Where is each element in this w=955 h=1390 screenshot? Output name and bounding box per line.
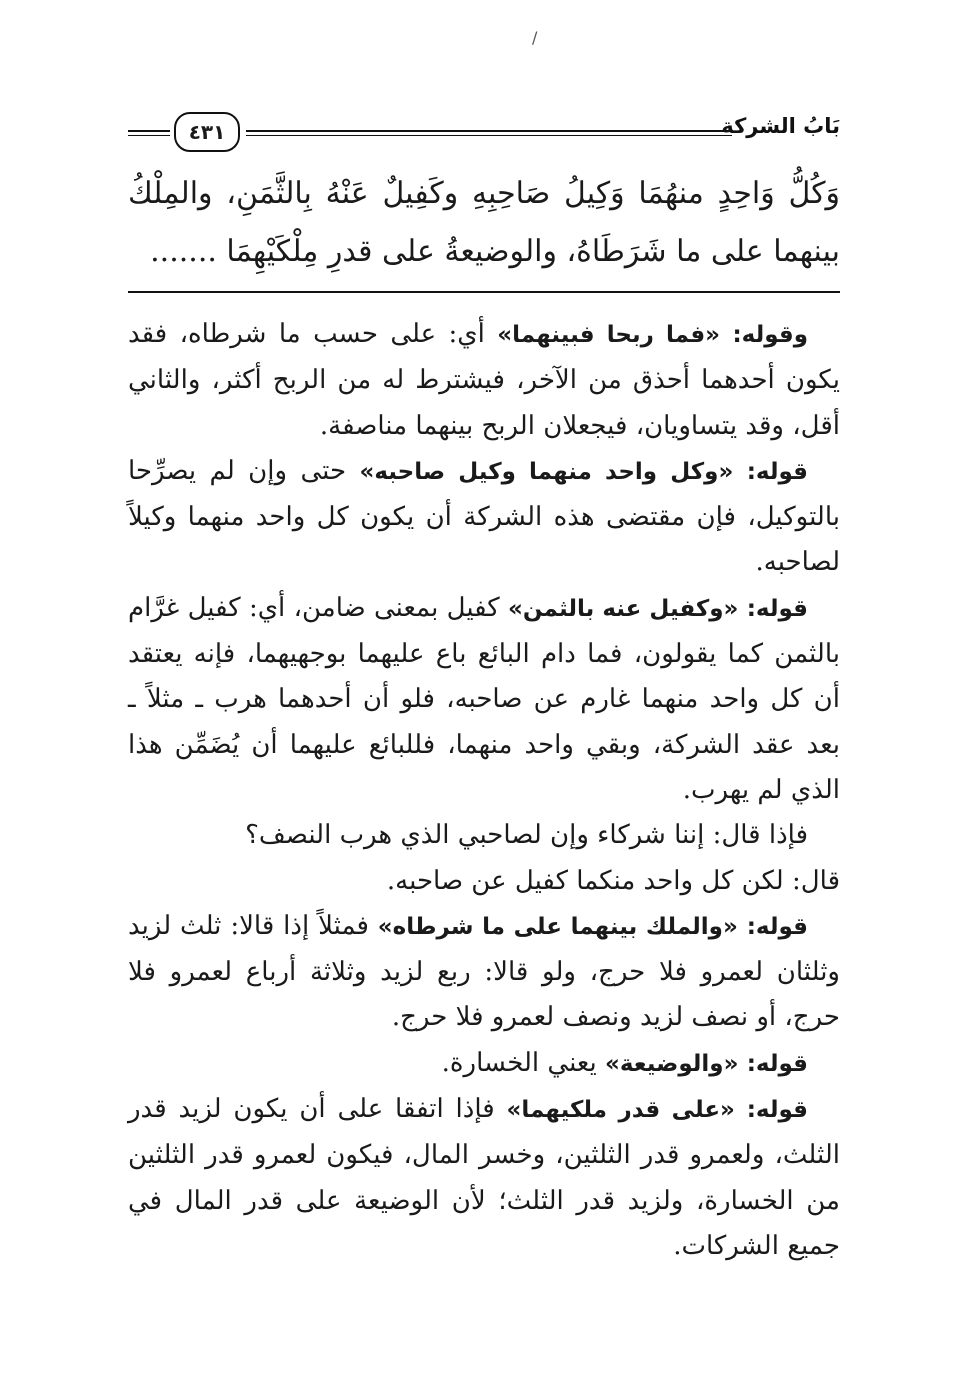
- main-text: وَكُلُّ وَاحِدٍ منهُمَا وَكِيلُ صَاحِبِهِ وكَفِيلٌ عَنْهُ بِالثَّمَنِ، والمِلْكُ بينهما على ما شَرَطَاهُ، والوضيعةُ على قدرِ مِلْكَيْهِمَا .......: [128, 176, 840, 269]
- quoted-phrase: «والملك بينهما على ما شرطاه»: [377, 913, 738, 940]
- paragraph-text: فإذا قال: إننا شركاء وإن لصاحبي الذي هرب النصف؟: [245, 820, 808, 851]
- commentary-paragraph: [128, 859, 840, 904]
- commentary: [128, 312, 840, 1269]
- text-separator: [128, 291, 840, 293]
- paragraph-text: فمثلاً إذا قالا: ثلث لزيد وثلثان لعمرو فلا حرج، ولو قالا: ربع لزيد وثلاثة أرباع لعمرو فلا حرج، أو نصف لزيد ونصف لعمرو فلا حرج.: [128, 910, 840, 1033]
- paragraph-text: كفيل بمعنى ضامن، أي: كفيل غرَّام بالثمن كما يقولون، فما دام البائع باع عليهما بوجهيهما، فإنه يعتقد أن كل واحد منهما غارم عن صاحبه، فلو أن أحدهما هرب ـ مثلاً ـ بعد عقد الشركة، وبقي واحد منهما، فللبائع عليهما أن يُضَمِّن هذا الذي لم يهرب.: [128, 592, 840, 805]
- quoted-phrase: «وكل واحد منهما وكيل صاحبه»: [359, 458, 734, 485]
- paragraph-text: أي: على حسب ما شرطاه، فقد يكون أحدهما أحذق من الآخر، فيشترط له من الربح أكثر، والثاني أقل، وقد يتساويان، فيجعلان الربح بينهما مناصفة.: [128, 319, 840, 441]
- commentary-paragraph: [128, 586, 840, 813]
- commentary-paragraph: [128, 449, 840, 586]
- paragraph-label: قوله:: [746, 458, 808, 485]
- quoted-phrase: «على قدر ملكيهما»: [506, 1097, 735, 1124]
- margin-mark: /: [532, 28, 538, 47]
- chapter-title: بَابُ الشركة: [721, 114, 840, 138]
- commentary-paragraph: [128, 813, 840, 858]
- paragraph-label: قوله:: [746, 1050, 808, 1077]
- commentary-paragraph: [128, 1087, 840, 1269]
- paragraph-text: فإذا اتفقا على أن يكون لزيد قدر الثلث، ولعمرو قدر الثلثين، وخسر المال، فيكون لعمرو قدر الثلثين من الخسارة، ولزيد قدر الثلث؛ لأن الوضيعة على قدر المال في جميع الشركات.: [128, 1094, 840, 1261]
- commentary-paragraph: [128, 312, 840, 449]
- quoted-phrase: «وكفيل عنه بالثمن»: [508, 595, 739, 622]
- commentary-paragraph: [128, 904, 840, 1041]
- page-number: ٤٣١: [174, 112, 240, 152]
- commentary-paragraph: [128, 1041, 840, 1087]
- paragraph-text: حتى وإن لم يصرِّحا بالتوكيل، فإن مقتضى هذه الشركة أن يكون كل واحد منهما وكيلاً لصاحبه.: [128, 455, 840, 578]
- header-rule-left: [128, 130, 170, 136]
- paragraph-text: قال: لكن كل واحد منكما كفيل عن صاحبه.: [386, 865, 840, 896]
- paragraph-label: وقوله:: [732, 322, 808, 348]
- header-rule-right: [246, 130, 732, 136]
- page-header: [128, 112, 840, 156]
- paragraph-label: قوله:: [746, 913, 808, 940]
- paragraph-text: يعني الخسارة.: [441, 1047, 605, 1078]
- paragraph-label: قوله:: [746, 595, 808, 622]
- quoted-phrase: «فما ربحا فبينهما»: [497, 322, 721, 348]
- paragraph-label: قوله:: [746, 1097, 808, 1124]
- quoted-phrase: «والوضيعة»: [604, 1050, 739, 1077]
